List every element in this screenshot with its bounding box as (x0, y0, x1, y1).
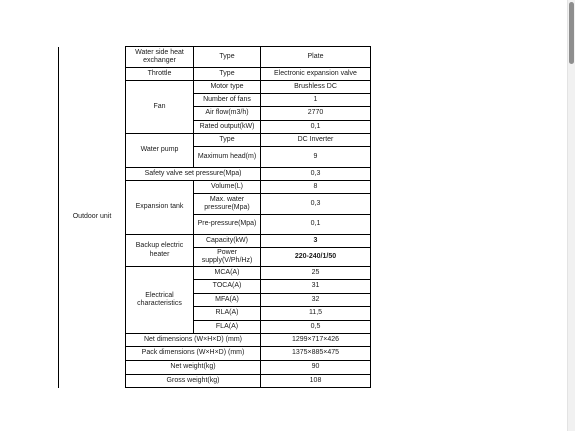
value-cell: Plate (261, 47, 371, 68)
value-cell: 0,5 (261, 321, 371, 334)
value-cell: 8 (261, 181, 371, 194)
param-cell: Type (194, 134, 261, 147)
value-cell: 31 (261, 280, 371, 294)
value-cell: 2770 (261, 107, 371, 121)
row-label-electrical: Electrical characteristics (126, 267, 194, 334)
value-cell: 0,3 (261, 194, 371, 215)
value-cell: 3 (261, 235, 371, 248)
value-cell: Electronic expansion valve (261, 68, 371, 81)
row-label-water-pump: Water pump (126, 134, 194, 168)
param-cell: Type (194, 68, 261, 81)
value-cell: Brushless DC (261, 81, 371, 94)
value-cell: 90 (261, 361, 371, 375)
row-label-fan: Fan (126, 81, 194, 134)
table-row (59, 47, 371, 68)
value-cell: 0,3 (261, 168, 371, 181)
param-cell: Air flow(m3/h) (194, 107, 261, 121)
row-label-net-dimensions: Net dimensions (W×H×D) (mm) (126, 334, 261, 347)
param-cell: Volume(L) (194, 181, 261, 194)
param-cell: RLA(A) (194, 307, 261, 321)
param-cell: Maximum head(m) (194, 147, 261, 168)
row-label-expansion-tank: Expansion tank (126, 181, 194, 235)
row-label-pack-dimensions: Pack dimensions (W×H×D) (mm) (126, 347, 261, 361)
row-label-safety-valve: Safety valve set pressure(Mpa) (126, 168, 261, 181)
value-cell: 1299×717×426 (261, 334, 371, 347)
param-cell: Motor type (194, 81, 261, 94)
value-cell: 1 (261, 94, 371, 107)
value-cell: DC Inverter (261, 134, 371, 147)
row-label-throttle: Throttle (126, 68, 194, 81)
param-cell: Rated output(kW) (194, 121, 261, 134)
param-cell: TOCA(A) (194, 280, 261, 294)
param-cell: Power supply(V/Ph/Hz) (194, 248, 261, 267)
row-label-net-weight: Net weight(kg) (126, 361, 261, 375)
spec-table (58, 46, 371, 388)
param-cell: Max. water pressure(Mpa) (194, 194, 261, 215)
param-cell: Capacity(kW) (194, 235, 261, 248)
scrollbar-thumb[interactable] (569, 2, 574, 64)
param-cell: Number of fans (194, 94, 261, 107)
row-label-water-side-heat-exchanger: Water side heat exchanger (126, 47, 194, 68)
value-cell: 25 (261, 267, 371, 280)
value-cell: 0,1 (261, 215, 371, 235)
group-label-outdoor-unit: Outdoor unit (59, 47, 126, 388)
value-cell: 9 (261, 147, 371, 168)
value-cell: 108 (261, 375, 371, 388)
value-cell: 0,1 (261, 121, 371, 134)
param-cell: Type (194, 47, 261, 68)
value-cell: 11,5 (261, 307, 371, 321)
param-cell: MFA(A) (194, 294, 261, 307)
value-cell: 32 (261, 294, 371, 307)
vertical-scrollbar[interactable] (567, 0, 575, 431)
param-cell: FLA(A) (194, 321, 261, 334)
row-label-backup-heater: Backup electric heater (126, 235, 194, 267)
value-cell: 1375×885×475 (261, 347, 371, 361)
row-label-gross-weight: Gross weight(kg) (126, 375, 261, 388)
param-cell: Pre-pressure(Mpa) (194, 215, 261, 235)
param-cell: MCA(A) (194, 267, 261, 280)
value-cell: 220-240/1/50 (261, 248, 371, 267)
